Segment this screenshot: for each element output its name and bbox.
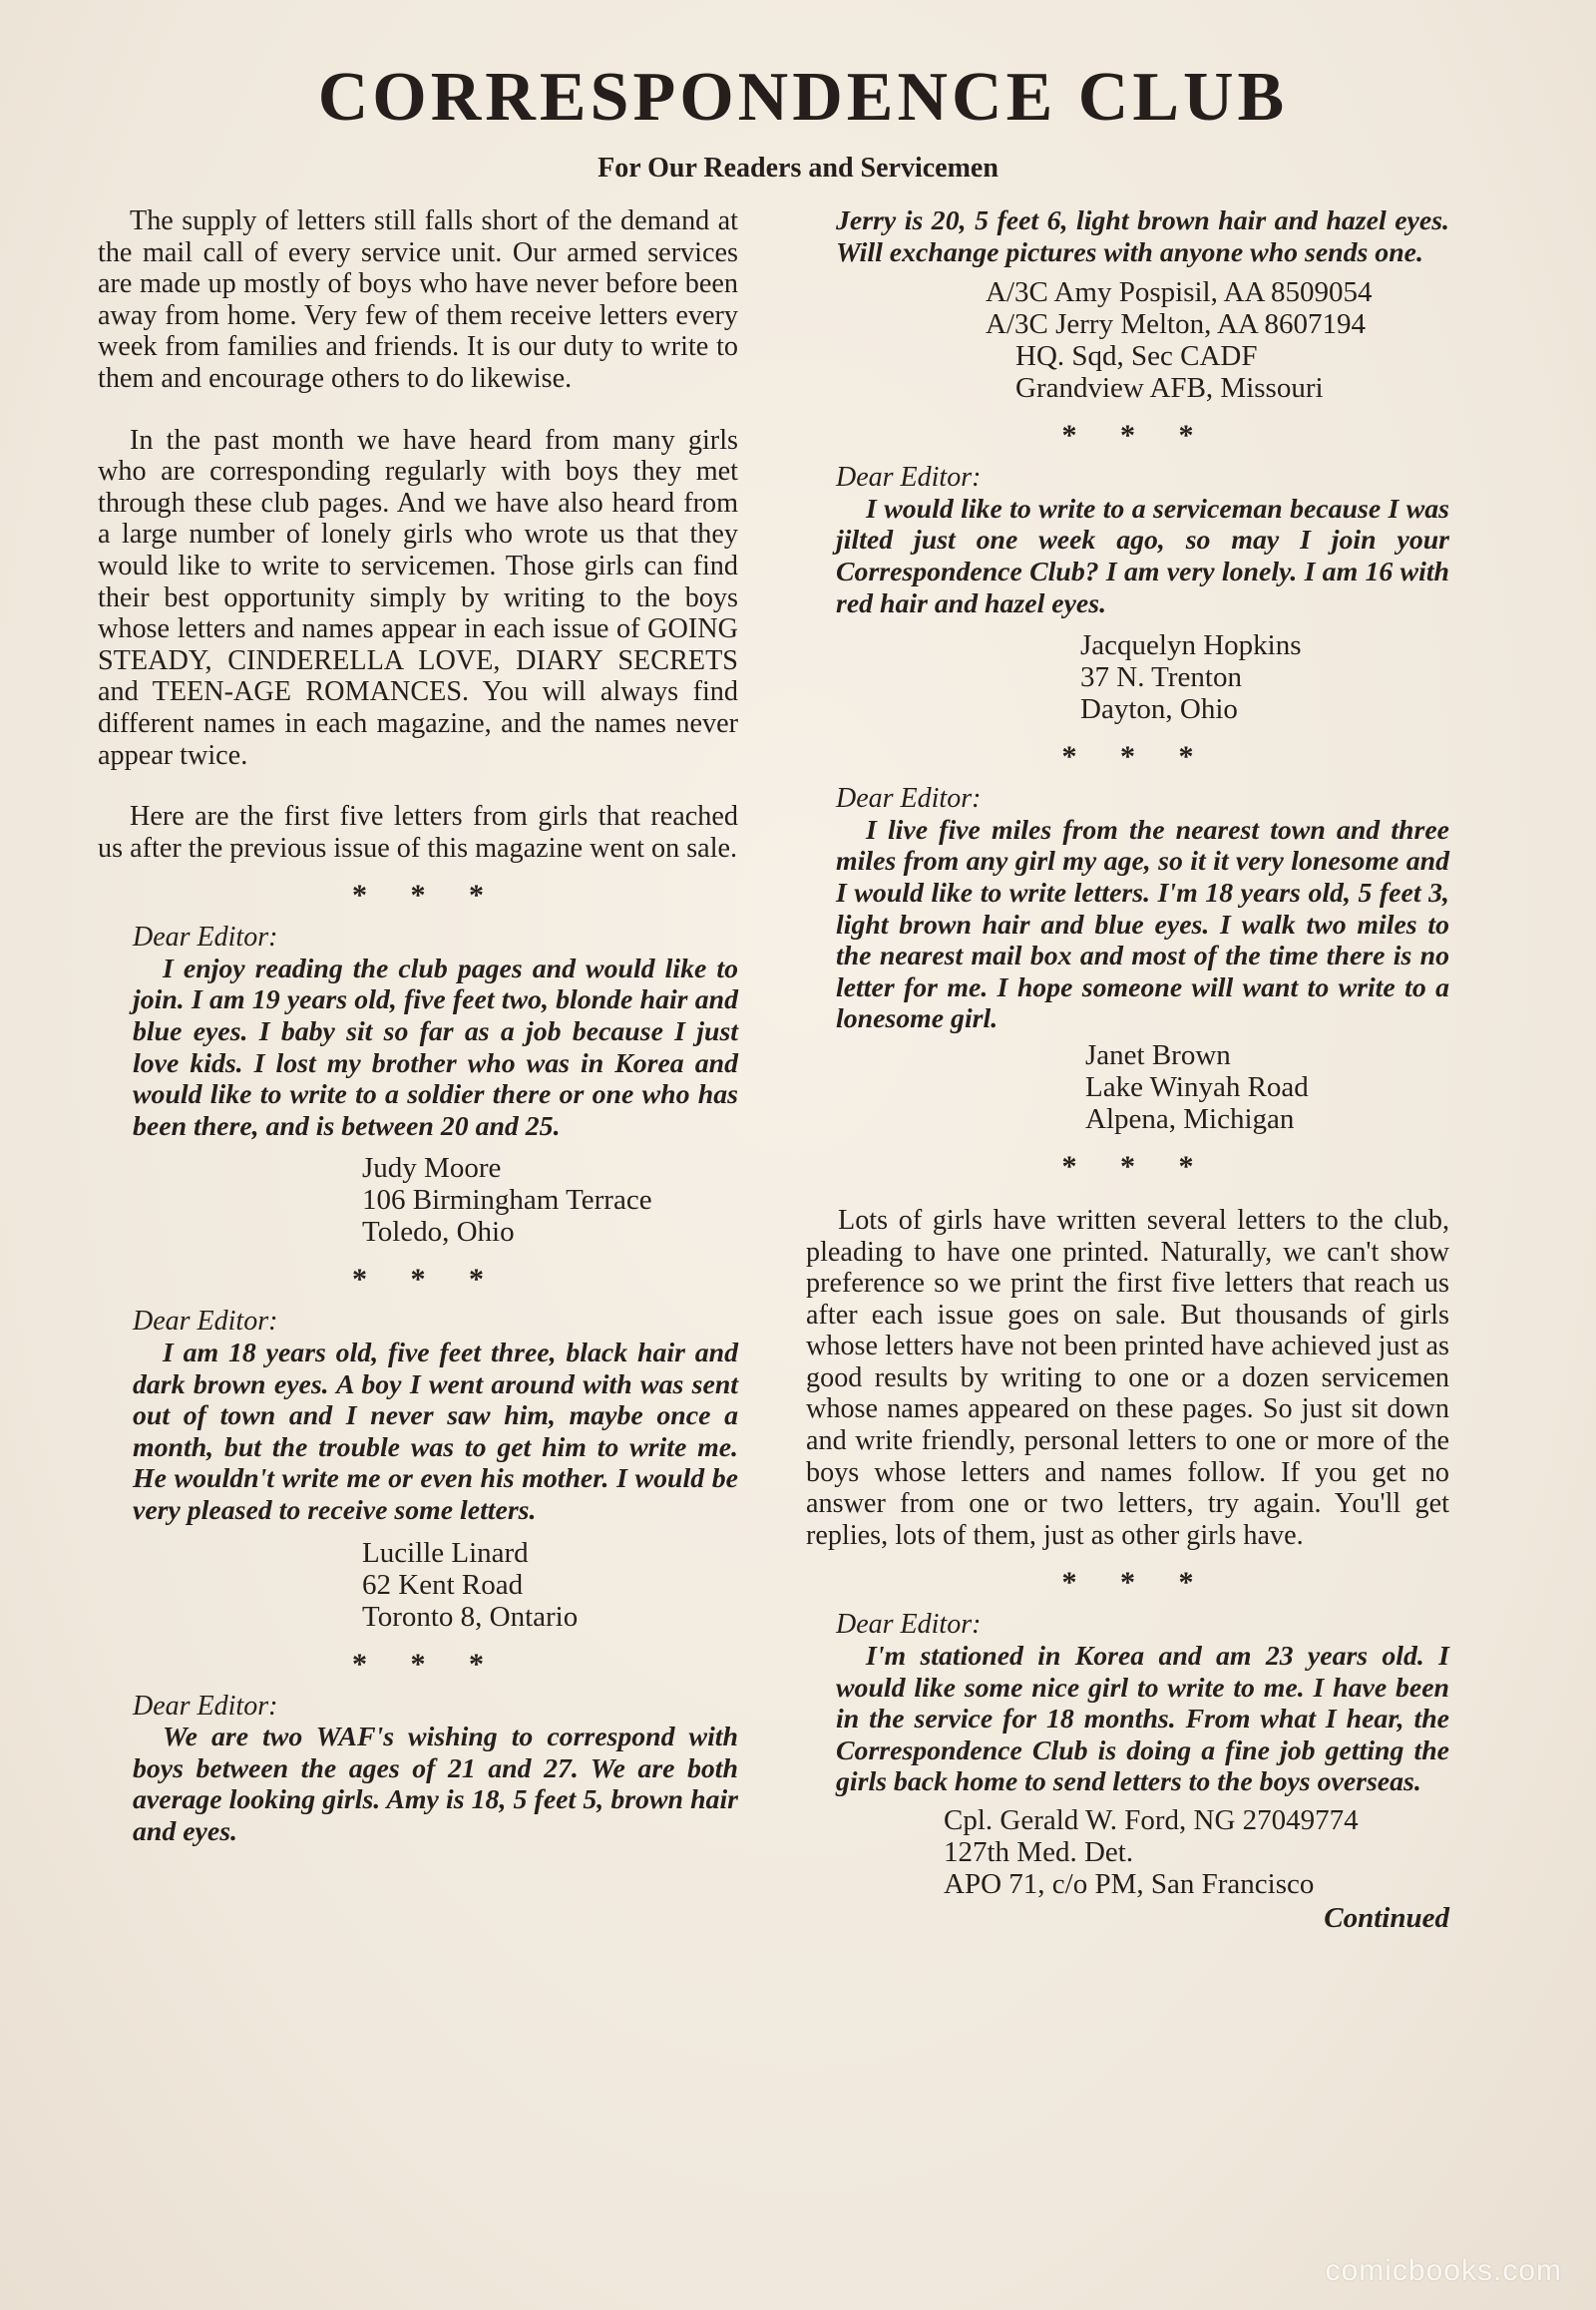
watermark: comicbooks.com xyxy=(1325,2254,1562,2287)
address-line: A/3C Amy Pospisil, AA 8509054 xyxy=(986,276,1373,309)
address-line: 106 Birmingham Terrace xyxy=(362,1184,652,1217)
separator-stars: * * * xyxy=(1061,1566,1212,1600)
letter-waf-continuation xyxy=(806,205,1449,404)
address-line: Alpena, Michigan xyxy=(1085,1102,1295,1135)
letter-jacquelyn-hopkins xyxy=(806,462,1449,725)
address-line: Judy Moore xyxy=(362,1152,502,1185)
letter-address xyxy=(986,276,1449,404)
address-line: Dayton, Ohio xyxy=(1080,693,1238,726)
address-line: Jacquelyn Hopkins xyxy=(1080,629,1302,662)
letter-salutation: Dear Editor: xyxy=(133,922,278,954)
letter-body: Jerry is 20, 5 feet 6, light brown hair and hazel eyes. Will exchange pictures with anyone who sends one. xyxy=(836,205,1449,268)
continued-label: Continued xyxy=(1324,1902,1449,1934)
address-line: Lake Winyah Road xyxy=(1085,1070,1309,1103)
address-line: APO 71, c/o PM, San Francisco xyxy=(944,1868,1315,1900)
letter-body: I live five miles from the nearest town and three miles from any girl my age, so it it very lonesome and I would like to write letters. I'm 18 years old, 5 feet 3, light brown hair and blue eyes. I walk two miles to the nearest mail box and most of the time there is no letter for me. I hope someone will want to write to a lonesome girl. xyxy=(836,814,1449,1035)
letter-salutation: Dear Editor: xyxy=(836,783,982,815)
right-column xyxy=(806,205,1449,1934)
address-line: Toledo, Ohio xyxy=(362,1216,515,1249)
intro-paragraph-2: In the past month we have heard from many girls who are corresponding regularly with boys they met through these club pages. And we have also heard from a large number of lonely girls who wrote us that they would like to write to servicemen. Those girls can find their best opportunity simply by writing to the boys whose letters and names appear in each issue of GOING STEADY, CINDERELLA LOVE, DIARY SECRETS and TEEN-AGE ROMANCES. You will always find different names in each magazine, and the names never appear twice. xyxy=(98,424,738,771)
letter-waf xyxy=(98,1691,738,1848)
letter-body: I would like to write to a serviceman because I was jilted just one week ago, so may I join your Correspondence Club? I am very lonely. I am 16 with red hair and hazel eyes. xyxy=(836,493,1449,619)
separator-stars: * * * xyxy=(352,879,502,913)
address-line: A/3C Jerry Melton, AA 8607194 xyxy=(986,308,1367,341)
masthead xyxy=(0,58,1596,186)
address-line: HQ. Sqd, Sec CADF xyxy=(1015,340,1258,373)
letter-janet-brown xyxy=(806,783,1449,1135)
address-line: 127th Med. Det. xyxy=(944,1836,1134,1868)
letter-salutation: Dear Editor: xyxy=(133,1306,278,1338)
separator-stars: * * * xyxy=(352,1647,502,1681)
letter-body: I'm stationed in Korea and am 23 years old. I would like some nice girl to write to me. I have been in the service for 18 months. From what I hear, the Correspondence Club is doing a fine job getting the girls back home to send letters to the boys overseas. xyxy=(836,1641,1449,1798)
letter-body: I enjoy reading the club pages and would like to join. I am 19 years old, five feet two, blonde hair and blue eyes. I baby sit so far as a job because I just love kids. I lost my brother who was in Korea and would like to write to a soldier there or one who has been there, and is between 20 and 25. xyxy=(133,953,738,1142)
separator-stars: * * * xyxy=(352,1263,502,1297)
letter-judy-moore xyxy=(98,922,738,1248)
left-column xyxy=(98,205,738,1848)
separator-stars: * * * xyxy=(1061,740,1212,774)
address-line: Lucille Linard xyxy=(362,1536,529,1569)
letter-address xyxy=(362,1537,738,1633)
separator-stars: * * * xyxy=(1061,419,1212,453)
intro-paragraph-1: The supply of letters still falls short of the demand at the mail call of every service unit. Our armed services are made up mostly of boys who have never before been away from home. Very few of them receive letters every week from families and friends. It is our duty to write to them and encourage others to do likewise. xyxy=(98,205,738,394)
letter-body: I am 18 years old, five feet three, black hair and dark brown eyes. A boy I went around with was sent out of town and I never saw him, maybe once a month, but the trouble was to get him to write me. He wouldn't write me or even his mother. I would be very pleased to receive some letters. xyxy=(133,1338,738,1526)
letter-address xyxy=(362,1152,738,1248)
address-line: Janet Brown xyxy=(1085,1038,1231,1071)
letter-salutation: Dear Editor: xyxy=(836,1609,982,1641)
letter-address xyxy=(1080,629,1449,725)
page-title: CORRESPONDENCE CLUB xyxy=(317,59,1289,136)
mid-paragraph: Lots of girls have written several letters to the club, pleading to have one printed. Naturally, we can't show preference so we print the first five letters that reach us after each issue goes on sale. But thousands of girls whose letters have not been printed have achieved just as good results by writing to one or a dozen servicemen whose names appeared on these pages. So just sit down and write friendly, personal letters to one or more of the boys whose letters and names follow. If you get no answer from one or two letters, try again. You'll get replies, lots of them, just as other girls have. xyxy=(806,1204,1449,1551)
address-line: Cpl. Gerald W. Ford, NG 27049774 xyxy=(944,1804,1359,1836)
letter-body: We are two WAF's wishing to correspond with boys between the ages of 21 and 27. We are both average looking girls. Amy is 18, 5 feet 5, brown hair and eyes. xyxy=(133,1722,738,1847)
letter-address xyxy=(944,1804,1449,1900)
address-line: 37 N. Trenton xyxy=(1080,661,1242,694)
intro-paragraph-3: Here are the first five letters from girls that reached us after the previous issue of this magazine went on sale. xyxy=(98,801,738,864)
letter-lucille-linard xyxy=(98,1306,738,1632)
letter-salutation: Dear Editor: xyxy=(133,1690,278,1722)
page-subtitle: For Our Readers and Servicemen xyxy=(598,153,998,184)
separator-stars: * * * xyxy=(1061,1149,1212,1183)
letter-gerald-ford xyxy=(806,1609,1449,1900)
letter-address xyxy=(1085,1039,1449,1135)
address-line: Toronto 8, Ontario xyxy=(362,1600,579,1633)
address-line: 62 Kent Road xyxy=(362,1568,524,1601)
address-line: Grandview AFB, Missouri xyxy=(1015,372,1324,405)
letter-salutation: Dear Editor: xyxy=(836,462,982,494)
